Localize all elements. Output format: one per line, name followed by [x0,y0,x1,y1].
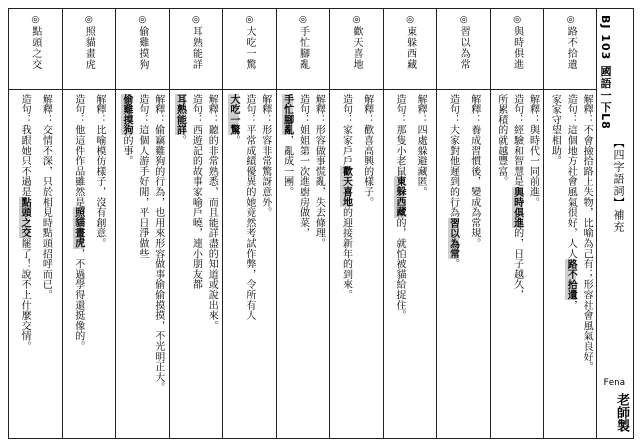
circle-mark-icon: ◎ [31,15,40,25]
text-line: 解釋：比喻模仿樣子，沒有創意。 [93,94,105,249]
idiom-header [277,9,330,90]
text-line: 解釋：偷竊雞狗的行為，也用來形容做事偷偷摸摸，不光明正大。 [152,94,164,393]
line-segment: 造句：他這件作品雖然是 [72,94,84,208]
worksheet-header [596,9,633,438]
text-line: 解釋：四處躲避藏匿。 [415,94,427,197]
line-segment: 。 [174,135,186,146]
text-line: 解釋：與時代一同前進。 [527,94,539,208]
text-line: 所累積的就越豐富。 [495,94,507,187]
circle-mark-icon: ◎ [406,15,415,25]
idiom-term: 路不拾遺 [565,26,577,70]
text-line [394,94,405,438]
idiom-entry [383,9,437,438]
idiom-header [330,9,383,90]
text-line: 造句：平常成績優異的她竟然考試作弊，令所有人 [243,94,255,321]
text-line: 解釋：形容非常驚訝意外。 [259,94,271,218]
highlighted-idiom: 點頭之交 [19,197,31,239]
highlighted-idiom: 手忙腳亂 [281,94,293,136]
line-segment: 造句：大家對他遲到的行為 [447,94,459,218]
idiom-entry [490,9,544,438]
worksheet-title: BJ 103 國語一下L8 [599,15,612,130]
idiom-term: 點頭之交 [29,26,41,70]
text-line: 造句：姐姐第一次進廚房做菜， [297,94,309,239]
text-line [448,94,459,438]
line-segment: 造句：經驗和智慧是 [511,94,523,187]
circle-mark-icon: ◎ [191,15,200,25]
idiom-body [437,90,490,438]
text-line [340,94,351,438]
highlighted-idiom: 大吃一驚 [228,94,240,136]
idiom-body [330,90,383,438]
idiom-body [491,90,544,438]
highlighted-idiom: 東躲西藏 [393,176,405,218]
idiom-term: 手忙腳亂 [297,26,309,70]
idiom-header [116,9,169,90]
idiom-term: 與時俱進 [511,26,523,70]
idiom-header [384,9,437,90]
idiom-body [384,90,437,438]
circle-mark-icon: ◎ [513,15,522,25]
idiom-entry [115,9,169,438]
text-line: 解釋：不會撿拾路上失物，比喻為己有；形容社會風氣良好。 [581,94,593,373]
text-line: 造句：西遊記的故事家喻戶曉，連小朋友都 [190,94,202,290]
idiom-term: 耳熟能詳 [190,26,202,70]
idiom-entry [9,9,62,438]
line-segment: 的事。 [120,135,132,167]
idiom-term: 歡天喜地 [351,26,363,70]
text-line [565,94,576,438]
text-line [121,94,132,438]
line-segment: 罷了！說不上什麼交情。 [19,238,31,352]
line-segment: 。 [447,258,459,270]
line-segment: 造句：這個地方社會風氣很好，人人 [565,94,577,259]
line-segment: 的，就怕被貓給捉住。 [393,217,405,321]
line-segment: 造句：那隻小老鼠 [393,94,405,177]
worksheet [8,8,634,439]
idiom-body [9,90,62,438]
idiom-header [544,9,597,90]
idiom-entry [222,9,276,438]
text-line [73,94,84,438]
line-segment: 的，日子越久， [511,227,523,301]
circle-mark-icon: ◎ [352,15,361,25]
text-line: 解釋：聽的非常熟悉，而且能詳盡的知道或說出來。 [206,94,218,331]
line-segment: 造句：我跟她只不過是 [19,94,31,197]
author-name: Fena [603,378,625,388]
line-segment: ，不過學得還挺像的。 [72,248,84,352]
idiom-header [170,9,223,90]
text-line: 解釋：交情不深，只於相見時點頭招呼而已。 [40,94,52,300]
idiom-header [9,9,62,90]
highlighted-idiom: 與時俱進 [511,186,523,228]
highlighted-idiom: 歡天喜地 [340,166,352,208]
idiom-term: 照貓畫虎 [83,26,95,70]
idiom-header [491,9,544,90]
idiom-body [63,90,116,438]
circle-mark-icon: ◎ [299,15,307,25]
idiom-body [277,90,330,438]
circle-mark-icon: ◎ [566,15,575,25]
idiom-entry [62,9,116,438]
idiom-entry [543,9,597,438]
text-line: 解釋：歡喜高興的樣子。 [361,94,373,208]
line-segment: 的迎接新年的到來。 [340,207,352,301]
line-segment: ，亂成一團。 [281,135,293,198]
idiom-term: 習以為常 [458,26,470,70]
circle-mark-icon: ◎ [138,15,147,25]
text-line: 家家守望相助。 [549,94,561,167]
idiom-header [63,9,116,90]
idiom-entry [276,9,330,438]
circle-mark-icon: ◎ [245,15,254,25]
text-line [512,94,523,438]
circle-mark-icon: ◎ [459,15,468,25]
idiom-header [223,9,276,90]
highlighted-idiom: 習以為常 [447,217,459,259]
idiom-body [170,90,223,438]
idiom-term: 大吃一驚 [243,26,255,70]
worksheet-subtitle: 【四字語詞】補充 [612,137,625,233]
line-segment: ， [565,300,577,311]
text-line [175,94,186,438]
teacher-credit: 老師製 [614,393,629,432]
line-segment: 。 [228,135,240,146]
text-line [282,94,293,438]
idiom-term: 偷雞摸狗 [136,26,148,70]
idiom-body [544,90,597,438]
idiom-entry [169,9,223,438]
highlighted-idiom: 照貓畫虎 [72,207,84,249]
text-line: 解釋：形容做事慌亂，失去條理。 [313,94,325,249]
idiom-body [223,90,276,438]
highlighted-idiom: 耳熟能詳 [174,94,186,136]
text-line [228,94,239,438]
idiom-entry [329,9,383,438]
idiom-term: 東躲西藏 [404,26,416,70]
text-line [19,94,30,438]
highlighted-idiom: 路不拾遺 [565,258,577,301]
idiom-body [116,90,169,438]
text-line: 造句：這個人游手好閒，平日淨做些 [136,94,148,259]
idiom-entry [436,9,490,438]
circle-mark-icon: ◎ [84,15,93,25]
idiom-grid [9,9,597,438]
line-segment: 造句：家家戶戶 [340,94,352,167]
highlighted-idiom: 偷雞摸狗 [120,94,132,136]
idiom-header [437,9,490,90]
text-line: 解釋：養成習慣後，變成為常規。 [468,94,480,249]
